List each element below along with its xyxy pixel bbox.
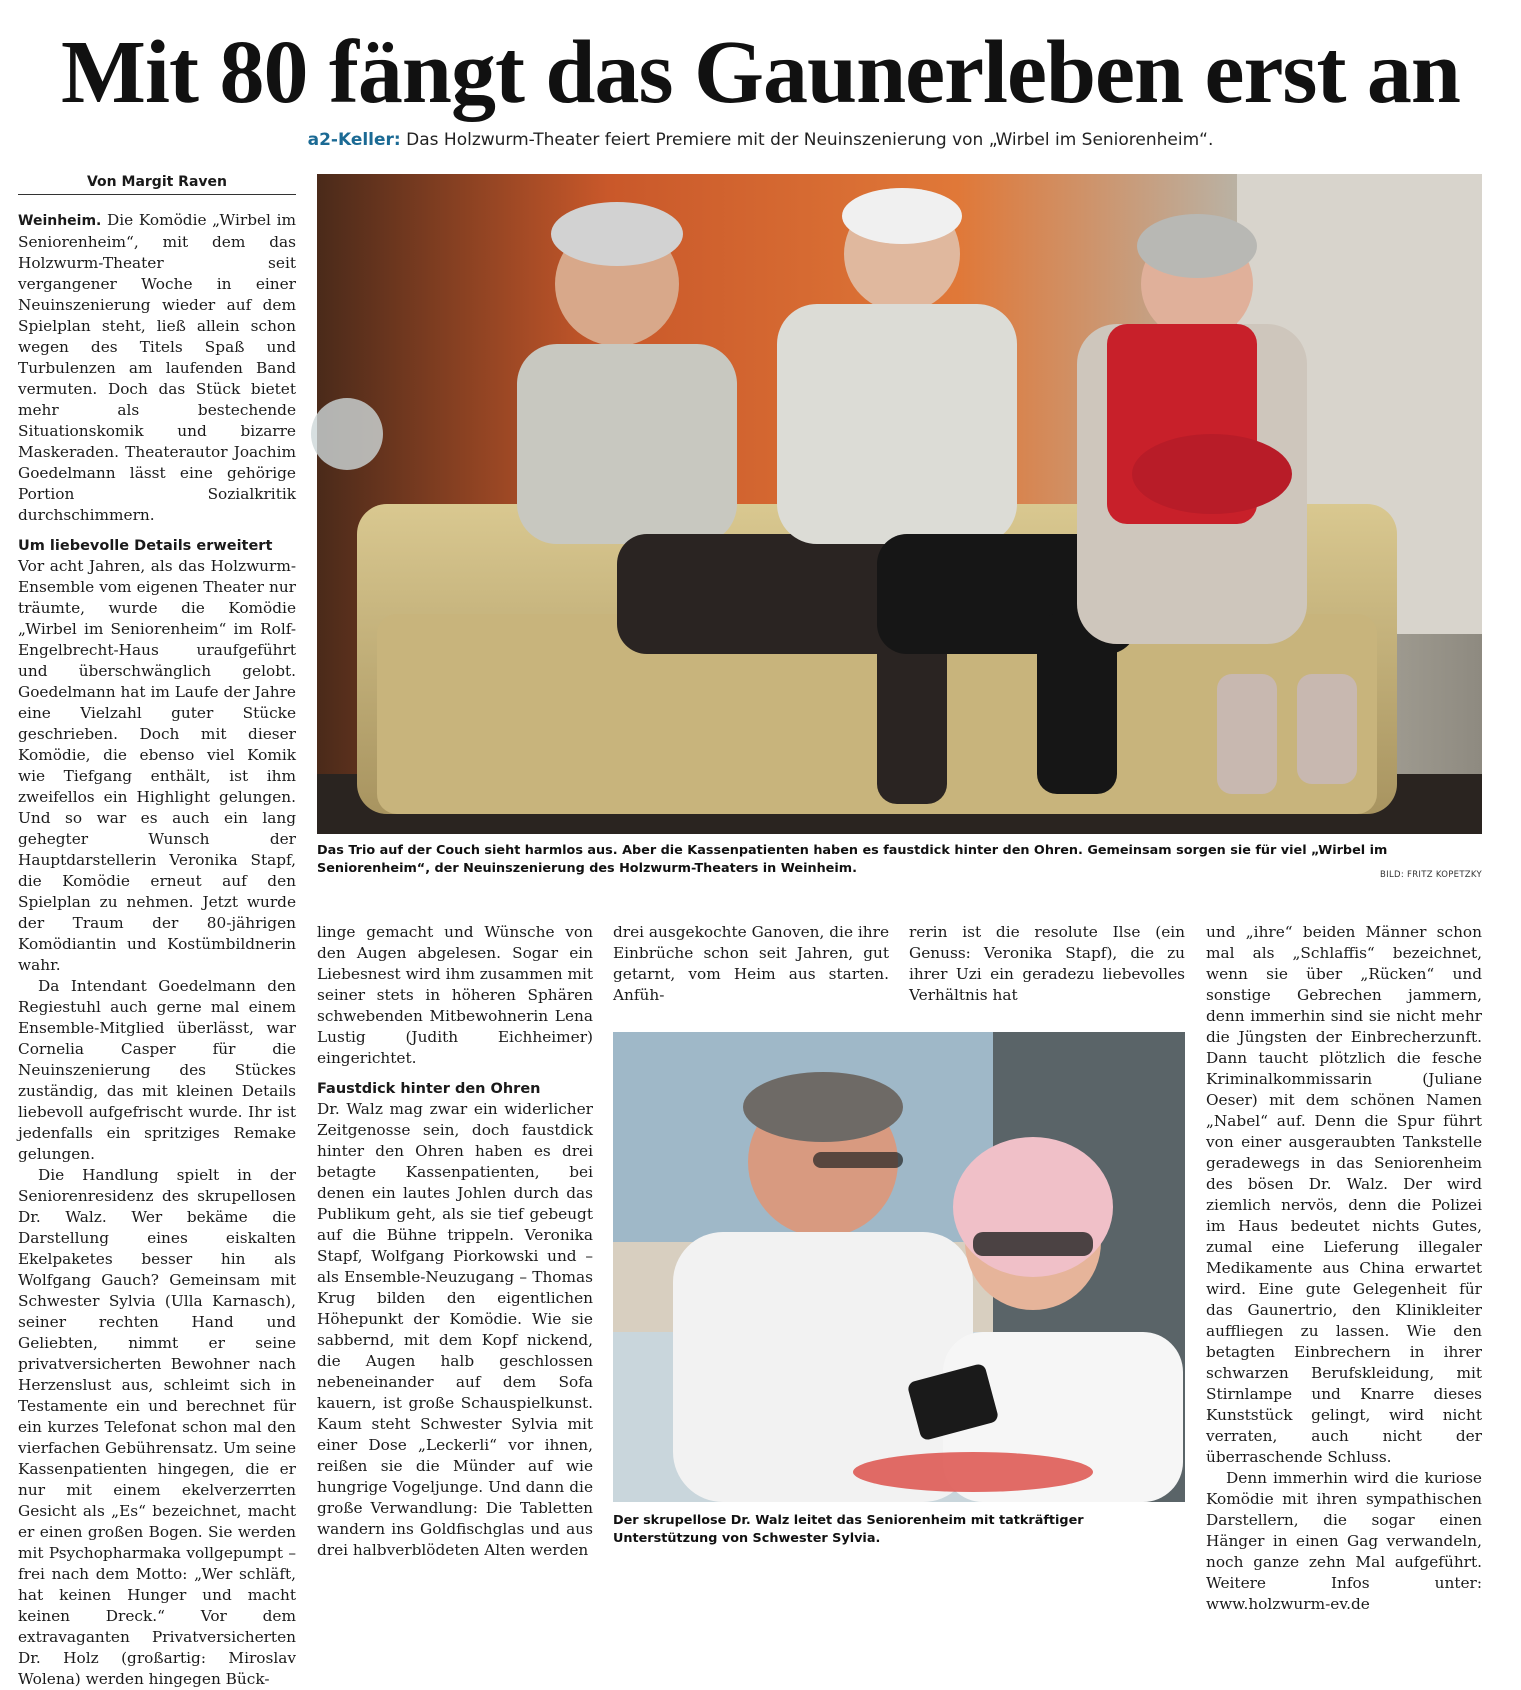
photo-credit: BILD: FRITZ KOPETZKY xyxy=(1380,870,1482,880)
photo-doctor-caption: Der skrupellose Dr. Walz leitet das Seniorenheim mit tatkräftiger Unterstützung von Schwester Sylvia. xyxy=(613,1513,1084,1546)
subhead: Faustdick hinter den Ohren xyxy=(317,1081,541,1097)
photo-trio-caption: Das Trio auf der Couch sieht harmlos aus. Aber die Kassenpatienten haben es faustdick hinter den Ohren. Gemeinsam sorgen sie für viel „Wirbel im Seniorenheim“, der Neuinszenierung des Holzwurm-Theaters in Weinheim. xyxy=(317,843,1388,876)
kicker: a2-Keller: xyxy=(307,130,401,150)
paragraph xyxy=(18,210,296,526)
paragraph: Vor acht Jahren, als das Holzwurm-Ensemble vom eigenen Theater nur träumte, wurde die Komödie „Wirbel im Seniorenheim“ im Rolf-Engelbrecht-Haus uraufgeführt und überschwänglich gelobt. Goedelmann hat im Laufe der Jahre eine Vielzahl guter Stücke geschrieben. Doch mit dieser Komödie, die ebenso viel Komik wie Tiefgang enthält, ist ihm zweifellos ein Highlight gelungen. Und so war es auch ein lang gehegter Wunsch der Hauptdarstellerin Veronika Stapf, die Komödie erneut auf den Spielplan zu nehmen. Jetzt wurde der Traum der 80-jährigen Komödiantin und Kostümbildnerin wahr. xyxy=(18,557,296,974)
paragraph-text: Die Komödie „Wirbel im Seniorenheim“, mit dem das Holzwurm-Theater seit vergangener Woche in einer Neuinszenierung wieder auf dem Spielplan steht, ließ allein schon wegen des Titels Spaß und Turbulenzen am laufenden Band vermuten. Doch das Stück bietet mehr als bestechende Situationskomik und bizarre Maskeraden. Theaterautor Joachim Goedelmann lässt eine gehörige Portion Sozialkritik durchschimmern. xyxy=(18,211,296,524)
paragraph: linge gemacht und Wünsche von den Augen abgelesen. Sogar ein Liebesnest wird ihm zusammen mit seiner stets in höheren Sphären schwebenden Mitbewohnerin Lena Lustig (Judith Eichheimer) eingerichtet. xyxy=(317,923,593,1067)
paragraph: und „ihre“ beiden Männer schon mal als „Schlaffis“ bezeichnet, wenn sie über „Rücken“ und sonstige Gebrechen jammern, denn immerhin sind sie nicht mehr die Jüngsten der Einbrecherzunft. Dann taucht plötzlich die fesche Kriminalkommissarin (Juliane Oeser) mit dem schönen Namen „Nabel“ auf. Denn die Spur führt von einer ausgeraubten Tankstelle geradewegs in das Seniorenheim des bösen Dr. Walz. Der wird ziemlich nervös, denn die Polizei im Haus bedeutet nichts Gutes, zumal eine Lieferung illegaler Medikamente aus China erwartet wird. Eine gute Gelegenheit für das Gaunertrio, den Klinikleiter auffliegen zu lassen. Wie den betagten Einbrechern in ihrer schwarzen Berufskleidung, mit Stirnlampe und Knarre dieses Kunststück gelingt, wird nicht verraten, auch nicht der überraschende Schluss. xyxy=(1206,923,1482,1466)
subline-text: Das Holzwurm-Theater feiert Premiere mit der Neuinszenierung von „Wirbel im Seniorenheim“. xyxy=(406,130,1214,150)
paragraph: Die Handlung spielt in der Seniorenresidenz des skrupellosen Dr. Walz. Wer bekäme die Darstellung eines eiskalten Ekelpaketes besser hin als Wolfgang Gauch? Gemeinsam mit Schwester Sylvia (Ulla Karnasch), seiner rechten Hand und Geliebten, nimmt er seine privatversicherten Bewohner nach Herzenslust aus, schleimt sich in Testamente ein und berechnet für ein kurzes Telefonat schon mal den vierfachen Gebührensatz. Um seine Kassenpatienten hingegen, die er nur mit einem ekelverzerrten Gesicht als „Es“ bezeichnet, macht er einen großen Bogen. Sie werden mit Psychopharmaka vollgepumpt – frei nach dem Motto: „Wer schläft, hat keinen Hunger und macht keinen Dreck.“ Vor dem extravaganten Privatversicherten Dr. Holz (großartig: Miroslav Wolena) werden hingegen Bück- xyxy=(18,1166,296,1688)
doctor-nurse-illustration xyxy=(613,1032,1185,1502)
paragraph: Denn immerhin wird die kuriose Komödie mit ihren sympathischen Darstellern, die sogar einen Hänger in einen Gag verwandeln, noch ganze zehn Mal aufgeführt. Weitere Infos unter: www.holzwurm-ev.de xyxy=(1206,1469,1482,1613)
paragraph: Da Intendant Goedelmann den Regiestuhl auch gerne mal einem Ensemble-Mitglied überlässt, war Cornelia Casper für die Neuinszenierung des Stückes zuständig, das mit kleinen Details liebevoll aufgefrischt wurde. Ihr ist jedenfalls ein spritziges Remake gelungen. xyxy=(18,977,296,1163)
column-3 xyxy=(613,922,889,1006)
column-4 xyxy=(909,922,1185,1006)
subhead: Um liebevolle Details erweitert xyxy=(18,538,273,554)
photo-doctor-and-nurse xyxy=(613,1032,1185,1502)
byline: Von Margit Raven xyxy=(18,174,296,195)
paragraph: rerin ist die resolute Ilse (ein Genuss: Veronika Stapf), die zu ihrer Uzi ein geradezu liebevolles Verhältnis hat xyxy=(909,923,1185,1004)
headline: Mit 80 fängt das Gaunerleben erst an xyxy=(61,23,1460,122)
subline xyxy=(0,130,1521,150)
dateline: Weinheim. xyxy=(18,213,102,229)
paragraph: drei ausgekochte Ganoven, die ihre Einbrüche schon seit Jahren, gut getarnt, vom Heim aus starten. Anfüh- xyxy=(613,923,889,1004)
column-1 xyxy=(18,210,296,1690)
column-5 xyxy=(1206,922,1482,1615)
photo-trio-on-couch xyxy=(317,174,1482,834)
stage-scene-illustration xyxy=(317,174,1482,834)
column-2 xyxy=(317,922,593,1561)
paragraph: Dr. Walz mag zwar ein widerlicher Zeitgenosse sein, doch faustdick hinter den Ohren haben es drei betagte Kassenpatienten, bei denen ein lautes Johlen durch das Publikum geht, als sie tief gebeugt auf die Bühne trippeln. Veronika Stapf, Wolfgang Piorkowski und – als Ensemble-Neuzugang – Thomas Krug bilden den eigentlichen Höhepunkt der Komödie. Wie sie sabbernd, mit dem Kopf nickend, die Augen halb geschlossen nebeneinander auf dem Sofa kauern, ist große Schauspielkunst. Kaum steht Schwester Sylvia mit einer Dose „Leckerli“ vor ihnen, reißen sie die Münder auf wie hungrige Vogeljunge. Und dann die große Verwandlung: Die Tabletten wandern ins Goldfischglas und aus drei halbverblödeten Alten werden xyxy=(317,1100,593,1559)
